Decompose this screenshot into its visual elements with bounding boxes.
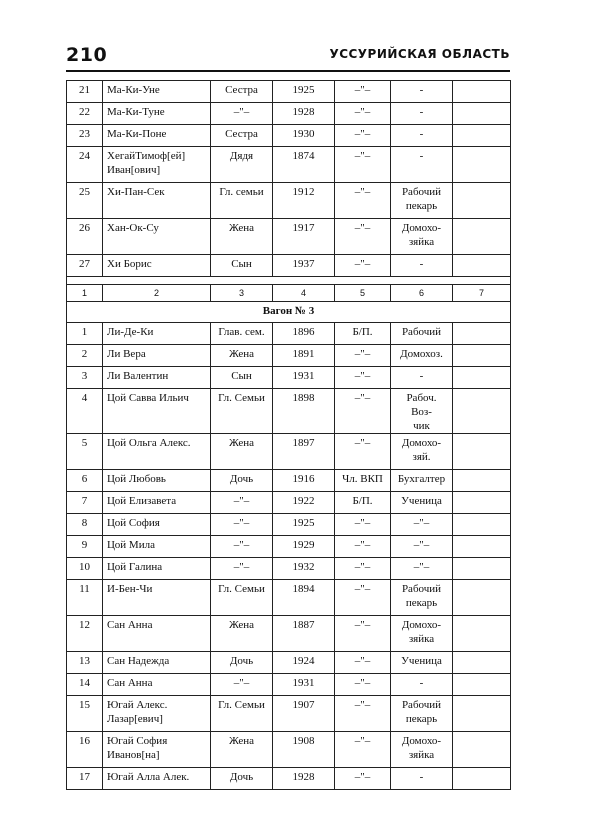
occupation-cell: - xyxy=(391,147,453,183)
occupation-cell: Домохо- зяй. xyxy=(391,434,453,470)
occupation-cell: - xyxy=(391,255,453,277)
relation-cell: Сестра xyxy=(211,81,273,103)
section-title: Вагон № 3 xyxy=(67,302,511,323)
person-name-cell: Ма-Ки-Уне xyxy=(103,81,211,103)
row-number-cell: 22 xyxy=(67,103,103,125)
birth-year-cell: 1908 xyxy=(273,732,335,768)
column-number: 6 xyxy=(391,285,453,302)
party-cell: –"– xyxy=(335,616,391,652)
occupation-cell: - xyxy=(391,81,453,103)
row-number-cell: 12 xyxy=(67,616,103,652)
notes-cell xyxy=(453,492,511,514)
relation-cell: Жена xyxy=(211,732,273,768)
row-number-cell: 14 xyxy=(67,674,103,696)
table-row xyxy=(67,367,511,389)
birth-year-cell: 1917 xyxy=(273,219,335,255)
table-row xyxy=(67,323,511,345)
occupation-cell: Рабочий пекарь xyxy=(391,580,453,616)
row-number-cell: 5 xyxy=(67,434,103,470)
table-row xyxy=(67,81,511,103)
birth-year-cell: 1887 xyxy=(273,616,335,652)
birth-year-cell: 1916 xyxy=(273,470,335,492)
party-cell: –"– xyxy=(335,367,391,389)
notes-cell xyxy=(453,255,511,277)
row-number-cell: 10 xyxy=(67,558,103,580)
section-row xyxy=(67,302,511,323)
table-row xyxy=(67,470,511,492)
relation-cell: Дядя xyxy=(211,147,273,183)
notes-cell xyxy=(453,558,511,580)
birth-year-cell: 1896 xyxy=(273,323,335,345)
notes-cell xyxy=(453,367,511,389)
occupation-cell: Домохо- зяйка xyxy=(391,732,453,768)
birth-year-cell: 1907 xyxy=(273,696,335,732)
person-name-cell: Хи Борис xyxy=(103,255,211,277)
occupation-cell: - xyxy=(391,768,453,790)
birth-year-cell: 1912 xyxy=(273,183,335,219)
person-name-cell: Югай София Иванов[на] xyxy=(103,732,211,768)
person-name-cell: Сан Анна xyxy=(103,616,211,652)
birth-year-cell: 1929 xyxy=(273,536,335,558)
person-name-cell: Цой София xyxy=(103,514,211,536)
birth-year-cell: 1898 xyxy=(273,389,335,434)
table-row xyxy=(67,768,511,790)
occupation-cell: –"– xyxy=(391,536,453,558)
table-top xyxy=(66,80,511,298)
table-bottom-body xyxy=(67,285,511,790)
party-cell: –"– xyxy=(335,652,391,674)
relation-cell: –"– xyxy=(211,103,273,125)
birth-year-cell: 1922 xyxy=(273,492,335,514)
table-row xyxy=(67,147,511,183)
relation-cell: Гл. Семьи xyxy=(211,696,273,732)
table-row xyxy=(67,696,511,732)
person-name-cell: Цой Любовь xyxy=(103,470,211,492)
birth-year-cell: 1925 xyxy=(273,514,335,536)
table-bottom xyxy=(66,284,511,790)
relation-cell: Сын xyxy=(211,367,273,389)
occupation-cell: Бухгалтер xyxy=(391,470,453,492)
table-row xyxy=(67,345,511,367)
person-name-cell: И-Бен-Чи xyxy=(103,580,211,616)
notes-cell xyxy=(453,470,511,492)
party-cell: –"– xyxy=(335,558,391,580)
person-name-cell: Сан Анна xyxy=(103,674,211,696)
party-cell: –"– xyxy=(335,674,391,696)
column-number-row xyxy=(67,285,511,302)
birth-year-cell: 1937 xyxy=(273,255,335,277)
notes-cell xyxy=(453,580,511,616)
birth-year-cell: 1932 xyxy=(273,558,335,580)
relation-cell: Сестра xyxy=(211,125,273,147)
notes-cell xyxy=(453,732,511,768)
notes-cell xyxy=(453,219,511,255)
row-number-cell: 23 xyxy=(67,125,103,147)
table-row xyxy=(67,652,511,674)
table-top-body xyxy=(67,81,511,299)
relation-cell: –"– xyxy=(211,536,273,558)
column-number: 5 xyxy=(335,285,391,302)
occupation-cell: Домохоз. xyxy=(391,345,453,367)
person-name-cell: Цой Ольга Алекс. xyxy=(103,434,211,470)
table-row xyxy=(67,389,511,434)
person-name-cell: Ли Валентин xyxy=(103,367,211,389)
notes-cell xyxy=(453,674,511,696)
row-number-cell: 4 xyxy=(67,389,103,434)
birth-year-cell: 1925 xyxy=(273,81,335,103)
relation-cell: Жена xyxy=(211,345,273,367)
table-row xyxy=(67,103,511,125)
birth-year-cell: 1930 xyxy=(273,125,335,147)
birth-year-cell: 1891 xyxy=(273,345,335,367)
relation-cell: Сын xyxy=(211,255,273,277)
occupation-cell: - xyxy=(391,367,453,389)
party-cell: –"– xyxy=(335,768,391,790)
column-number: 7 xyxy=(453,285,511,302)
notes-cell xyxy=(453,696,511,732)
party-cell: –"– xyxy=(335,696,391,732)
row-number-cell: 6 xyxy=(67,470,103,492)
occupation-cell: Домохо- зяйка xyxy=(391,219,453,255)
person-name-cell: Цой Елизавета xyxy=(103,492,211,514)
occupation-cell: - xyxy=(391,103,453,125)
occupation-cell: Рабочий пекарь xyxy=(391,183,453,219)
notes-cell xyxy=(453,652,511,674)
party-cell: Б/П. xyxy=(335,492,391,514)
table-row xyxy=(67,434,511,470)
notes-cell xyxy=(453,345,511,367)
relation-cell: Жена xyxy=(211,219,273,255)
relation-cell: –"– xyxy=(211,492,273,514)
relation-cell: Глав. сем. xyxy=(211,323,273,345)
relation-cell: Дочь xyxy=(211,470,273,492)
column-number: 2 xyxy=(103,285,211,302)
table-row xyxy=(67,558,511,580)
person-name-cell: Югай Алекс. Лазар[евич] xyxy=(103,696,211,732)
table-row xyxy=(67,255,511,277)
relation-cell: Гл. Семьи xyxy=(211,580,273,616)
notes-cell xyxy=(453,125,511,147)
birth-year-cell: 1928 xyxy=(273,768,335,790)
notes-cell xyxy=(453,768,511,790)
row-number-cell: 8 xyxy=(67,514,103,536)
person-name-cell: ХегайТимоф[ей] Иван[ович] xyxy=(103,147,211,183)
row-number-cell: 26 xyxy=(67,219,103,255)
person-name-cell: Цой Галина xyxy=(103,558,211,580)
party-cell: –"– xyxy=(335,219,391,255)
party-cell: –"– xyxy=(335,434,391,470)
relation-cell: Дочь xyxy=(211,768,273,790)
birth-year-cell: 1924 xyxy=(273,652,335,674)
person-name-cell: Ли-Де-Ки xyxy=(103,323,211,345)
person-name-cell: Цой Савва Ильич xyxy=(103,389,211,434)
row-number-cell: 21 xyxy=(67,81,103,103)
person-name-cell: Ли Вера xyxy=(103,345,211,367)
header-rule xyxy=(66,70,510,72)
occupation-cell: Рабочий пекарь xyxy=(391,696,453,732)
person-name-cell: Хи-Пан-Сек xyxy=(103,183,211,219)
table-row xyxy=(67,514,511,536)
column-number: 4 xyxy=(273,285,335,302)
party-cell: –"– xyxy=(335,147,391,183)
row-number-cell: 27 xyxy=(67,255,103,277)
party-cell: Чл. ВКП xyxy=(335,470,391,492)
notes-cell xyxy=(453,323,511,345)
table-row xyxy=(67,492,511,514)
table-row xyxy=(67,125,511,147)
occupation-cell: –"– xyxy=(391,514,453,536)
birth-year-cell: 1897 xyxy=(273,434,335,470)
relation-cell: Гл. Семьи xyxy=(211,389,273,434)
table-row xyxy=(67,536,511,558)
notes-cell xyxy=(453,514,511,536)
notes-cell xyxy=(453,434,511,470)
table-row xyxy=(67,219,511,255)
row-number-cell: 2 xyxy=(67,345,103,367)
birth-year-cell: 1894 xyxy=(273,580,335,616)
relation-cell: –"– xyxy=(211,674,273,696)
notes-cell xyxy=(453,183,511,219)
row-number-cell: 24 xyxy=(67,147,103,183)
person-name-cell: Ма-Ки-Туне xyxy=(103,103,211,125)
party-cell: –"– xyxy=(335,103,391,125)
occupation-cell: Рабоч. Воз- чик xyxy=(391,389,453,434)
row-number-cell: 7 xyxy=(67,492,103,514)
person-name-cell: Цой Мила xyxy=(103,536,211,558)
row-number-cell: 15 xyxy=(67,696,103,732)
relation-cell: Жена xyxy=(211,616,273,652)
occupation-cell: –"– xyxy=(391,558,453,580)
row-number-cell: 11 xyxy=(67,580,103,616)
party-cell: –"– xyxy=(335,255,391,277)
row-number-cell: 17 xyxy=(67,768,103,790)
party-cell: –"– xyxy=(335,580,391,616)
birth-year-cell: 1931 xyxy=(273,674,335,696)
row-number-cell: 3 xyxy=(67,367,103,389)
relation-cell: Дочь xyxy=(211,652,273,674)
party-cell: –"– xyxy=(335,125,391,147)
notes-cell xyxy=(453,536,511,558)
table-row xyxy=(67,183,511,219)
occupation-cell: Ученица xyxy=(391,652,453,674)
party-cell: –"– xyxy=(335,536,391,558)
page-header xyxy=(66,44,510,68)
row-number-cell: 1 xyxy=(67,323,103,345)
party-cell: Б/П. xyxy=(335,323,391,345)
occupation-cell: Рабочий xyxy=(391,323,453,345)
relation-cell: –"– xyxy=(211,514,273,536)
row-number-cell: 13 xyxy=(67,652,103,674)
occupation-cell: - xyxy=(391,674,453,696)
party-cell: –"– xyxy=(335,514,391,536)
column-number: 3 xyxy=(211,285,273,302)
notes-cell xyxy=(453,103,511,125)
notes-cell xyxy=(453,147,511,183)
row-number-cell: 9 xyxy=(67,536,103,558)
party-cell: –"– xyxy=(335,345,391,367)
table-row xyxy=(67,616,511,652)
party-cell: –"– xyxy=(335,183,391,219)
occupation-cell: Ученица xyxy=(391,492,453,514)
row-number-cell: 25 xyxy=(67,183,103,219)
table-row xyxy=(67,580,511,616)
party-cell: –"– xyxy=(335,81,391,103)
birth-year-cell: 1874 xyxy=(273,147,335,183)
person-name-cell: Ма-Ки-Поне xyxy=(103,125,211,147)
row-number-cell: 16 xyxy=(67,732,103,768)
table-row xyxy=(67,732,511,768)
notes-cell xyxy=(453,81,511,103)
page-number: 210 xyxy=(66,44,108,66)
person-name-cell: Хан-Ок-Су xyxy=(103,219,211,255)
occupation-cell: - xyxy=(391,125,453,147)
notes-cell xyxy=(453,616,511,652)
relation-cell: –"– xyxy=(211,558,273,580)
party-cell: –"– xyxy=(335,732,391,768)
relation-cell: Жена xyxy=(211,434,273,470)
person-name-cell: Югай Алла Алек. xyxy=(103,768,211,790)
birth-year-cell: 1931 xyxy=(273,367,335,389)
person-name-cell: Сан Надежда xyxy=(103,652,211,674)
notes-cell xyxy=(453,389,511,434)
table-row xyxy=(67,674,511,696)
column-number: 1 xyxy=(67,285,103,302)
party-cell: –"– xyxy=(335,389,391,434)
occupation-cell: Домохо- зяйка xyxy=(391,616,453,652)
running-title: УССУРИЙСКАЯ ОБЛАСТЬ xyxy=(329,47,510,61)
relation-cell: Гл. семьи xyxy=(211,183,273,219)
birth-year-cell: 1928 xyxy=(273,103,335,125)
